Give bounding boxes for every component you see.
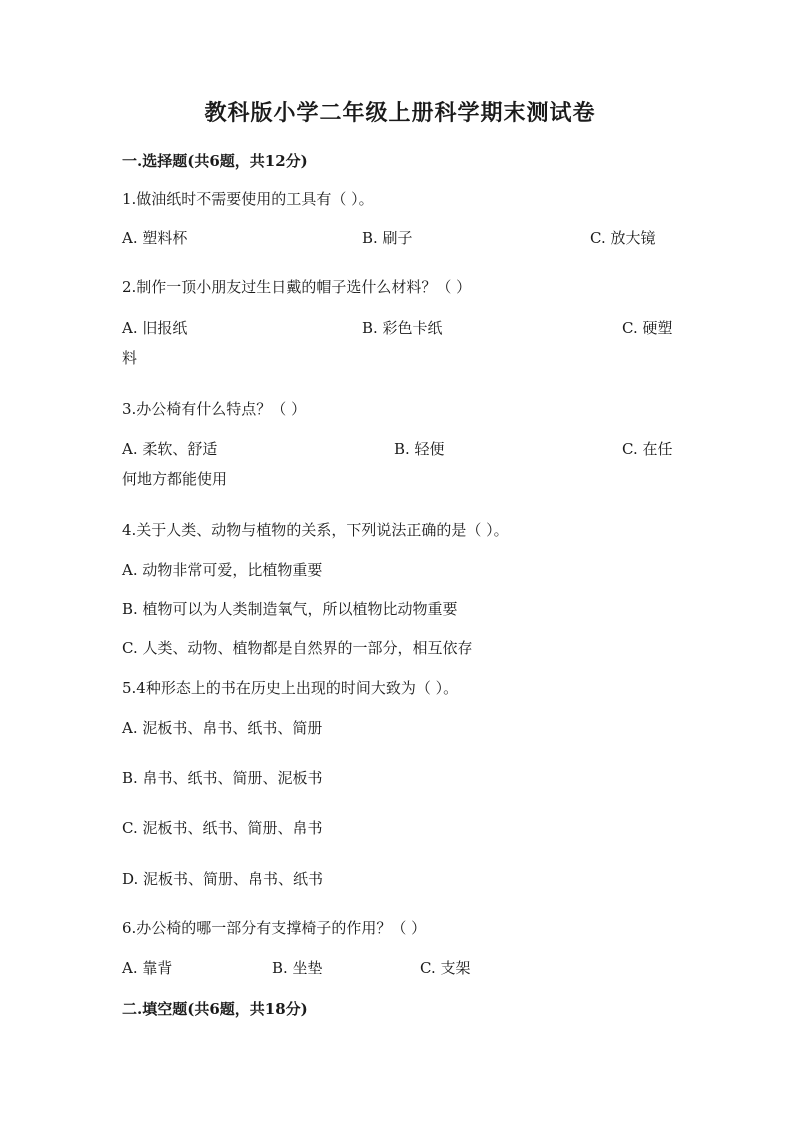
q5-option-c: C. 泥板书、纸书、简册、帛书 (122, 819, 323, 837)
q5-option-b: B. 帛书、纸书、简册、泥板书 (122, 769, 323, 787)
question-5-stem: 5.4种形态上的书在历史上出现的时间大致为（ ）。 (122, 679, 459, 697)
q2-option-b: B. 彩色卡纸 (362, 319, 443, 337)
q3-option-c: C. 在任 (622, 440, 673, 458)
section-heading-choice: 一.选择题(共6题，共12分) (122, 152, 308, 170)
q3-option-b: B. 轻便 (394, 440, 445, 458)
section-heading-fill-blank: 二.填空题(共6题，共18分) (122, 1000, 308, 1018)
q6-option-a: A. 靠背 (122, 959, 173, 977)
question-3-stem: 3.办公椅有什么特点？（ ） (122, 400, 307, 418)
question-4-stem: 4.关于人类、动物与植物的关系，下列说法正确的是（ ）。 (122, 521, 509, 539)
page-title: 教科版小学二年级上册科学期末测试卷 (204, 100, 596, 126)
q6-option-b: B. 坐垫 (272, 959, 323, 977)
question-2-stem: 2.制作一顶小朋友过生日戴的帽子选什么材料？（ ） (122, 278, 472, 296)
q5-option-d: D. 泥板书、简册、帛书、纸书 (122, 870, 324, 888)
question-6-stem: 6.办公椅的哪一部分有支撑椅子的作用？（ ） (122, 919, 427, 937)
q1-option-b: B. 刷子 (362, 229, 413, 247)
q2-option-c-continuation: 料 (122, 349, 138, 367)
q2-option-c: C. 硬塑 (622, 319, 673, 337)
q1-option-c: C. 放大镜 (590, 229, 656, 247)
q3-option-c-continuation: 何地方都能使用 (122, 470, 228, 488)
q2-option-a: A. 旧报纸 (122, 319, 188, 337)
q4-option-b: B. 植物可以为人类制造氧气，所以植物比动物重要 (122, 600, 458, 618)
q5-option-a: A. 泥板书、帛书、纸书、简册 (122, 719, 323, 737)
q1-option-a: A. 塑料杯 (122, 229, 188, 247)
q3-option-a: A. 柔软、舒适 (122, 440, 218, 458)
question-1-stem: 1.做油纸时不需要使用的工具有（ ）。 (122, 190, 374, 208)
q6-option-c: C. 支架 (420, 959, 471, 977)
q4-option-c: C. 人类、动物、植物都是自然界的一部分，相互依存 (122, 639, 473, 657)
q4-option-a: A. 动物非常可爱，比植物重要 (122, 561, 323, 579)
